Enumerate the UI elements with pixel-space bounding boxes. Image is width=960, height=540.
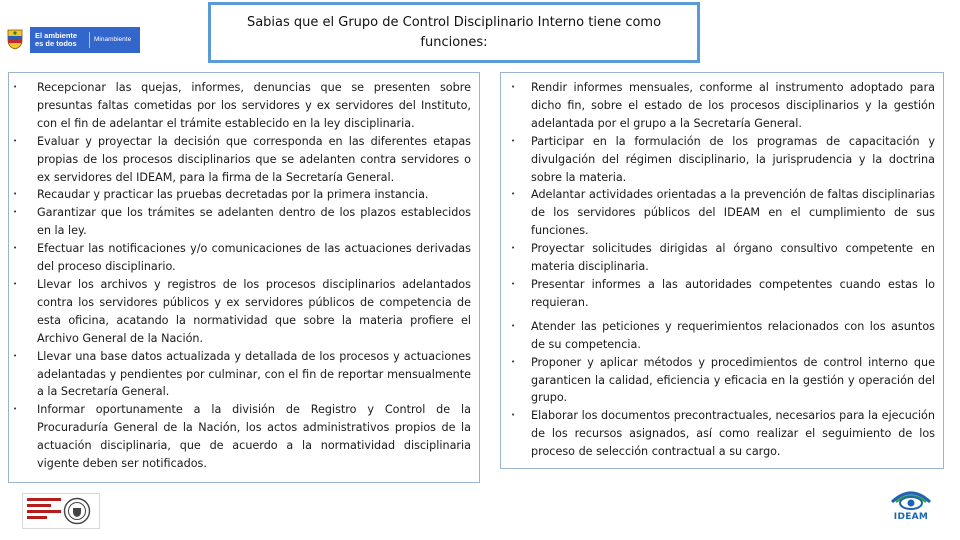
bullet-icon: • [13, 244, 18, 253]
bullet-icon: • [13, 208, 18, 217]
ideam-eye-icon [886, 482, 936, 514]
logo-divider [89, 32, 90, 48]
title-box [208, 2, 700, 63]
list-item-text: Recaudar y practicar las pruebas decretadas por la primera instancia. [37, 188, 429, 202]
list-item-text: Rendir informes mensuales, conforme al instrumento adoptado para dicho fin, sobre el estado de los procesos disciplinarios y la gestión adelantada por el grupo a la Secretaría General. [531, 81, 935, 130]
list-item [507, 354, 935, 408]
list-item-text: Informar oportunamente a la división de Registro y Control de la Procuraduría General de la Nación, los actos administrativos propios de la actuación disciplinaria, que de acuerdo a la normatividad disciplinaria vigente deben ser notificados. [37, 403, 471, 471]
list-item-text: Adelantar actividades orientadas a la prevención de faltas disciplinarias de los servidores públicos del IDEAM en el cumplimiento de sus funciones. [531, 188, 935, 238]
list-item [507, 186, 935, 240]
list-item-text: Presentar informes a las autoridades competentes cuando estas lo requieran. [531, 277, 935, 309]
bullet-icon: • [511, 321, 516, 330]
ideam-logo [886, 482, 936, 528]
list-item-text: Participar en la formulación de los programas de capacitación y divulgación del régimen disciplinario, la jurisprudencia y la doctrina sobre la materia. [531, 134, 935, 184]
certification-mark-icon [27, 498, 61, 524]
list-item-text: Llevar una base datos actualizada y detallada de los procesos y actuaciones adelantadas y pendientes por culminar, con el fin de reportar mensualmente a la Secretaría General. [37, 349, 471, 399]
bullet-icon: • [511, 136, 516, 145]
list-item [507, 240, 935, 276]
list-item [15, 204, 471, 240]
logo-subtext: Minambiente [94, 36, 132, 43]
list-item [15, 240, 471, 276]
bullet-icon: • [13, 351, 18, 360]
list-item-text: Elaborar los documentos precontractuales, necesarios para la ejecución de los recursos asignados, así como realizar el seguimiento de los proceso de selección contractual a su cargo. [531, 409, 935, 459]
right-functions-panel [500, 72, 944, 469]
list-item [507, 407, 935, 461]
list-item-text: Garantizar que los trámites se adelanten dentro de los plazos establecidos en la ley. [37, 206, 471, 238]
list-item [507, 276, 935, 312]
bureau-veritas-seal-icon [63, 497, 91, 525]
list-item [15, 79, 471, 133]
list-item-text: Atender las peticiones y requerimientos relacionados con los asuntos de su competencia. [531, 319, 935, 351]
list-item-text: Proyectar solicitudes dirigidas al órgano consultivo competente en materia disciplinaria. [531, 242, 935, 274]
bullet-icon: • [511, 411, 516, 420]
certification-logo [22, 493, 100, 529]
left-functions-list [15, 79, 471, 473]
list-item-text: Proponer y aplicar métodos y procedimientos de control interno que garanticen la calidad, eficiencia y eficacia en la gestión y operación del grupo. [531, 355, 935, 405]
list-item-text: Efectuar las notificaciones y/o comunicaciones de las actuaciones derivadas del proceso disciplinario. [37, 242, 471, 274]
government-banner [30, 27, 140, 53]
bullet-icon: • [13, 190, 18, 199]
colombia-shield-icon [6, 28, 24, 50]
bullet-icon: • [13, 83, 18, 91]
ideam-label: IDEAM [893, 512, 929, 522]
right-functions-list [507, 79, 935, 461]
bullet-icon: • [511, 83, 516, 91]
list-item [15, 133, 471, 187]
government-logo [2, 24, 140, 56]
logo-text: El ambiente es de todos [35, 31, 78, 48]
list-item [15, 401, 471, 473]
list-item [507, 133, 935, 187]
title-line-1: Sabias que el Grupo de Control Disciplinario Interno tiene como [246, 14, 662, 30]
bullet-icon: • [511, 357, 516, 366]
bullet-icon: • [511, 244, 516, 253]
list-item [15, 276, 471, 348]
list-item-text: Evaluar y proyectar la decisión que corresponda en las diferentes etapas propias de los procesos disciplinarios que se adelanten contra servidores o ex servidores del IDEAM, para la firma de la Secretaría General. [37, 134, 471, 184]
bullet-icon: • [13, 279, 18, 288]
list-item-text: Llevar los archivos y registros de los procesos disciplinarios adelantados contra los servidores públicos y ex servidores públicos de competencia de esta oficina, acatando la normatividad que sobre la materia profiere el Archivo General de la Nación. [37, 277, 471, 345]
left-functions-panel [8, 72, 480, 483]
list-item-text: Recepcionar las quejas, informes, denuncias que se presenten sobre presuntas faltas cometidas por los servidores y ex servidores del Instituto, con el fin de adelantar el trámite establecido en la ley disciplinaria. [37, 81, 471, 130]
list-item [507, 318, 935, 354]
bullet-icon: • [511, 190, 516, 199]
title-line-2: funciones: [420, 34, 488, 50]
bullet-icon: • [511, 279, 516, 288]
bullet-icon: • [13, 136, 18, 145]
bullet-icon: • [13, 405, 18, 414]
list-item [15, 186, 471, 204]
list-item [15, 348, 471, 402]
list-item [507, 79, 935, 133]
